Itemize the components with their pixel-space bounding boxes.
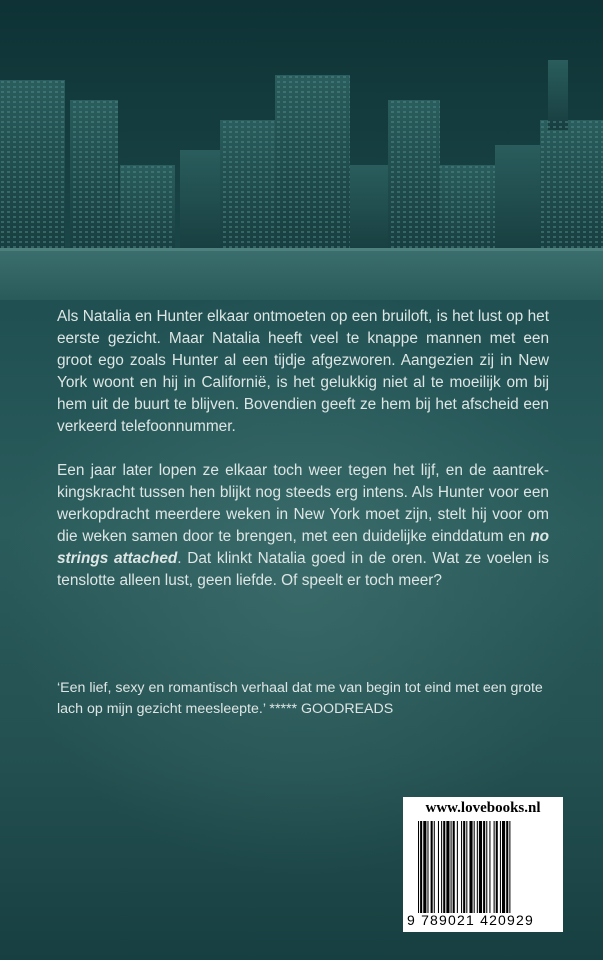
back-cover-blurb xyxy=(57,306,549,614)
blurb-emphasis: no strings attached xyxy=(57,528,549,567)
review-text: ‘Een lief, sexy en romantisch verhaal dat me van begin tot eind met een grote lach op mijn gezicht meesleepte.’ xyxy=(57,680,543,717)
review-rating: ***** xyxy=(269,701,298,717)
blurb-paragraph-1: Als Natalia en Hunter elkaar ontmoeten op een bruiloft, is het lust op het eerste gezicht. Maar Natalia heeft veel te knappe mannen met een groot ego zoals Hunter al een tijdje afgezworen. Aangezien zij in New York woont en hij in Californië, is het gelukkig niet al te moeilijk om bij hem uit de buurt te blijven. Bovendien geeft ze hem bij het afscheid een verkeerd telefoonnummer. xyxy=(57,308,549,435)
blurb-paragraph-2 xyxy=(57,460,549,592)
publisher-url: www.lovebooks.nl xyxy=(425,800,541,816)
blurb-paragraph-2-start: Een jaar later lopen ze elkaar toch weer tegen het lijf, en de aantrekkingskracht tussen hen blijkt nog steeds erg intens. Als Hunter voor een werkopdracht meerdere weken in New York moet zijn, stelt hij voor om die weken samen door te brengen, met een duidelijke einddatum en xyxy=(57,462,549,545)
review-source: GOODREADS xyxy=(300,701,394,717)
review-quote xyxy=(57,678,557,720)
isbn-barcode xyxy=(417,821,563,913)
isbn-number: 9 789021 420929 xyxy=(407,912,534,928)
blurb-paragraph-2-end: . Dat klinkt Natalia goed in de oren. Wat ze voelen is tenslotte alleen lust, geen liefde. Of speelt er toch meer? xyxy=(57,550,549,589)
barcode-panel xyxy=(403,797,563,932)
city-skyline-image xyxy=(0,0,603,300)
